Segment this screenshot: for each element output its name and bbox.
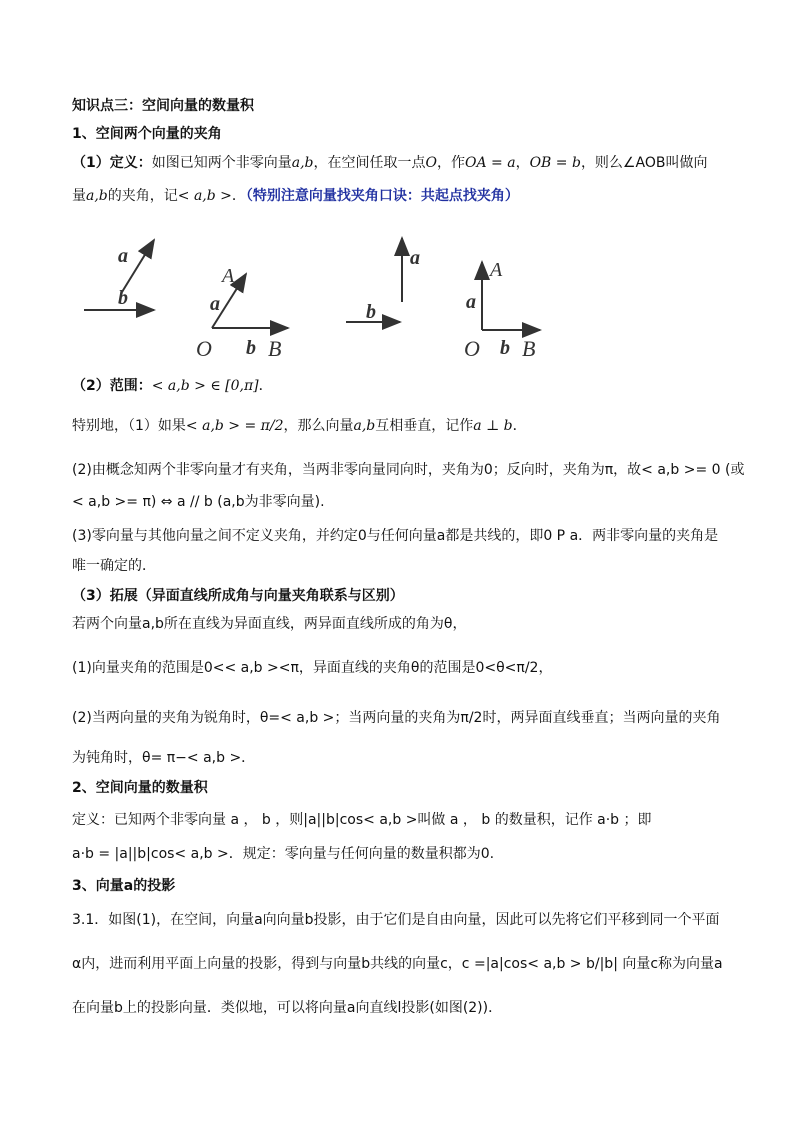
special-case-1: 特别地，（1）如果< a,b > = π/2，那么向量a,b互相垂直，记作a ⊥ b． [72,418,527,434]
label-b: b [500,337,510,359]
definition-note: （特别注意向量找夹角口诀：共起点找夹角） [245,188,519,204]
paragraph-3-line-2: 唯一确定的． [72,558,156,574]
label-O: O [196,336,212,361]
definition-label: （1）定义： [72,155,152,171]
section-title: 知识点三：空间向量的数量积 [72,98,254,114]
definition-line-1: （1）定义：如图已知两个非零向量a,b，在空间任取一点O，作OA = a，OB = b，则么∠AOB叫做向 [72,155,708,171]
label-a: a [410,247,420,269]
label-a: a [118,245,128,267]
definition-line-2: 量a,b的夹角，记< a,b >．（特别注意向量找夹角口诀：共起点找夹角） [72,188,519,204]
label-a: a [210,293,220,315]
paragraph-3-line-1: (3)零向量与其他向量之间不定义夹角，并约定0与任何向量a都是共线的，即0 P a．两非零向量的夹角是 [72,528,719,544]
figure-4 [464,259,540,361]
label-A: A [222,265,235,287]
figure-2 [196,265,288,361]
label-O: O [464,336,480,361]
dot-product-line-1: 定义：已知两个非零向量 a ， b ，则|a||b|cos< a,b >叫做 a ， b 的数量积，记作 a·b ；即 [72,812,652,828]
subheading-projection: 3、向量a的投影 [72,878,176,894]
angle-figures [80,228,720,362]
figure-3 [346,238,420,323]
extension-point-2-line-2: 为钝角时，θ= π−< a,b >． [72,750,256,766]
dot-product-line-2: a·b = |a||b|cos< a,b >．规定：零向量与任何向量的数量积都为0. [72,846,495,862]
paragraph-2-line-2: < a,b >= π) ⇔ a // b (a,b为非零向量). [72,494,325,510]
paragraph-2-line-1: (2)由概念知两个非零向量才有夹角，当两非零向量同向时，夹角为0；反向时，夹角为π，故< a,b >= 0 (或 [72,462,745,478]
label-b: b [246,337,256,359]
label-b: b [366,301,376,323]
extension-point-1: (1)向量夹角的范围是0<< a,b ><π，异面直线的夹角θ的范围是0<θ<π/2， [72,660,553,676]
projection-line-2: α内，进而利用平面上向量的投影，得到与向量b共线的向量c，c =|a|cos< a,b > b/|b| 向量c称为向量a [72,956,723,972]
projection-line-3: 在向量b上的投影向量．类似地，可以将向量a向直线l投影(如图(2))． [72,1000,503,1016]
label-b: b [118,287,128,309]
range-expression: < a,b > ∈ [0,π] [151,378,259,394]
label-a: a [466,291,476,313]
label-A: A [490,259,503,281]
subheading-angle: 1、空间两个向量的夹角 [72,126,222,142]
range-line: （2）范围：< a,b > ∈ [0,π]． [72,378,273,394]
label-B: B [268,336,282,361]
extension-point-2-line-1: (2)当两向量的夹角为锐角时，θ=< a,b >；当两向量的夹角为π/2时，两异面直线垂直；当两向量的夹角 [72,710,721,726]
label-B: B [522,336,536,361]
figure-1 [84,240,154,310]
extension-title: （3）拓展（异面直线所成角与向量夹角联系与区别） [72,588,404,604]
projection-line-1: 3.1．如图(1)，在空间，向量a向向量b投影，由于它们是自由向量，因此可以先将它们平移到同一个平面 [72,912,720,928]
subheading-dot-product: 2、空间向量的数量积 [72,780,208,796]
extension-line-1: 若两个向量a,b所在直线为异面直线，两异面直线所成的角为θ， [72,616,467,632]
